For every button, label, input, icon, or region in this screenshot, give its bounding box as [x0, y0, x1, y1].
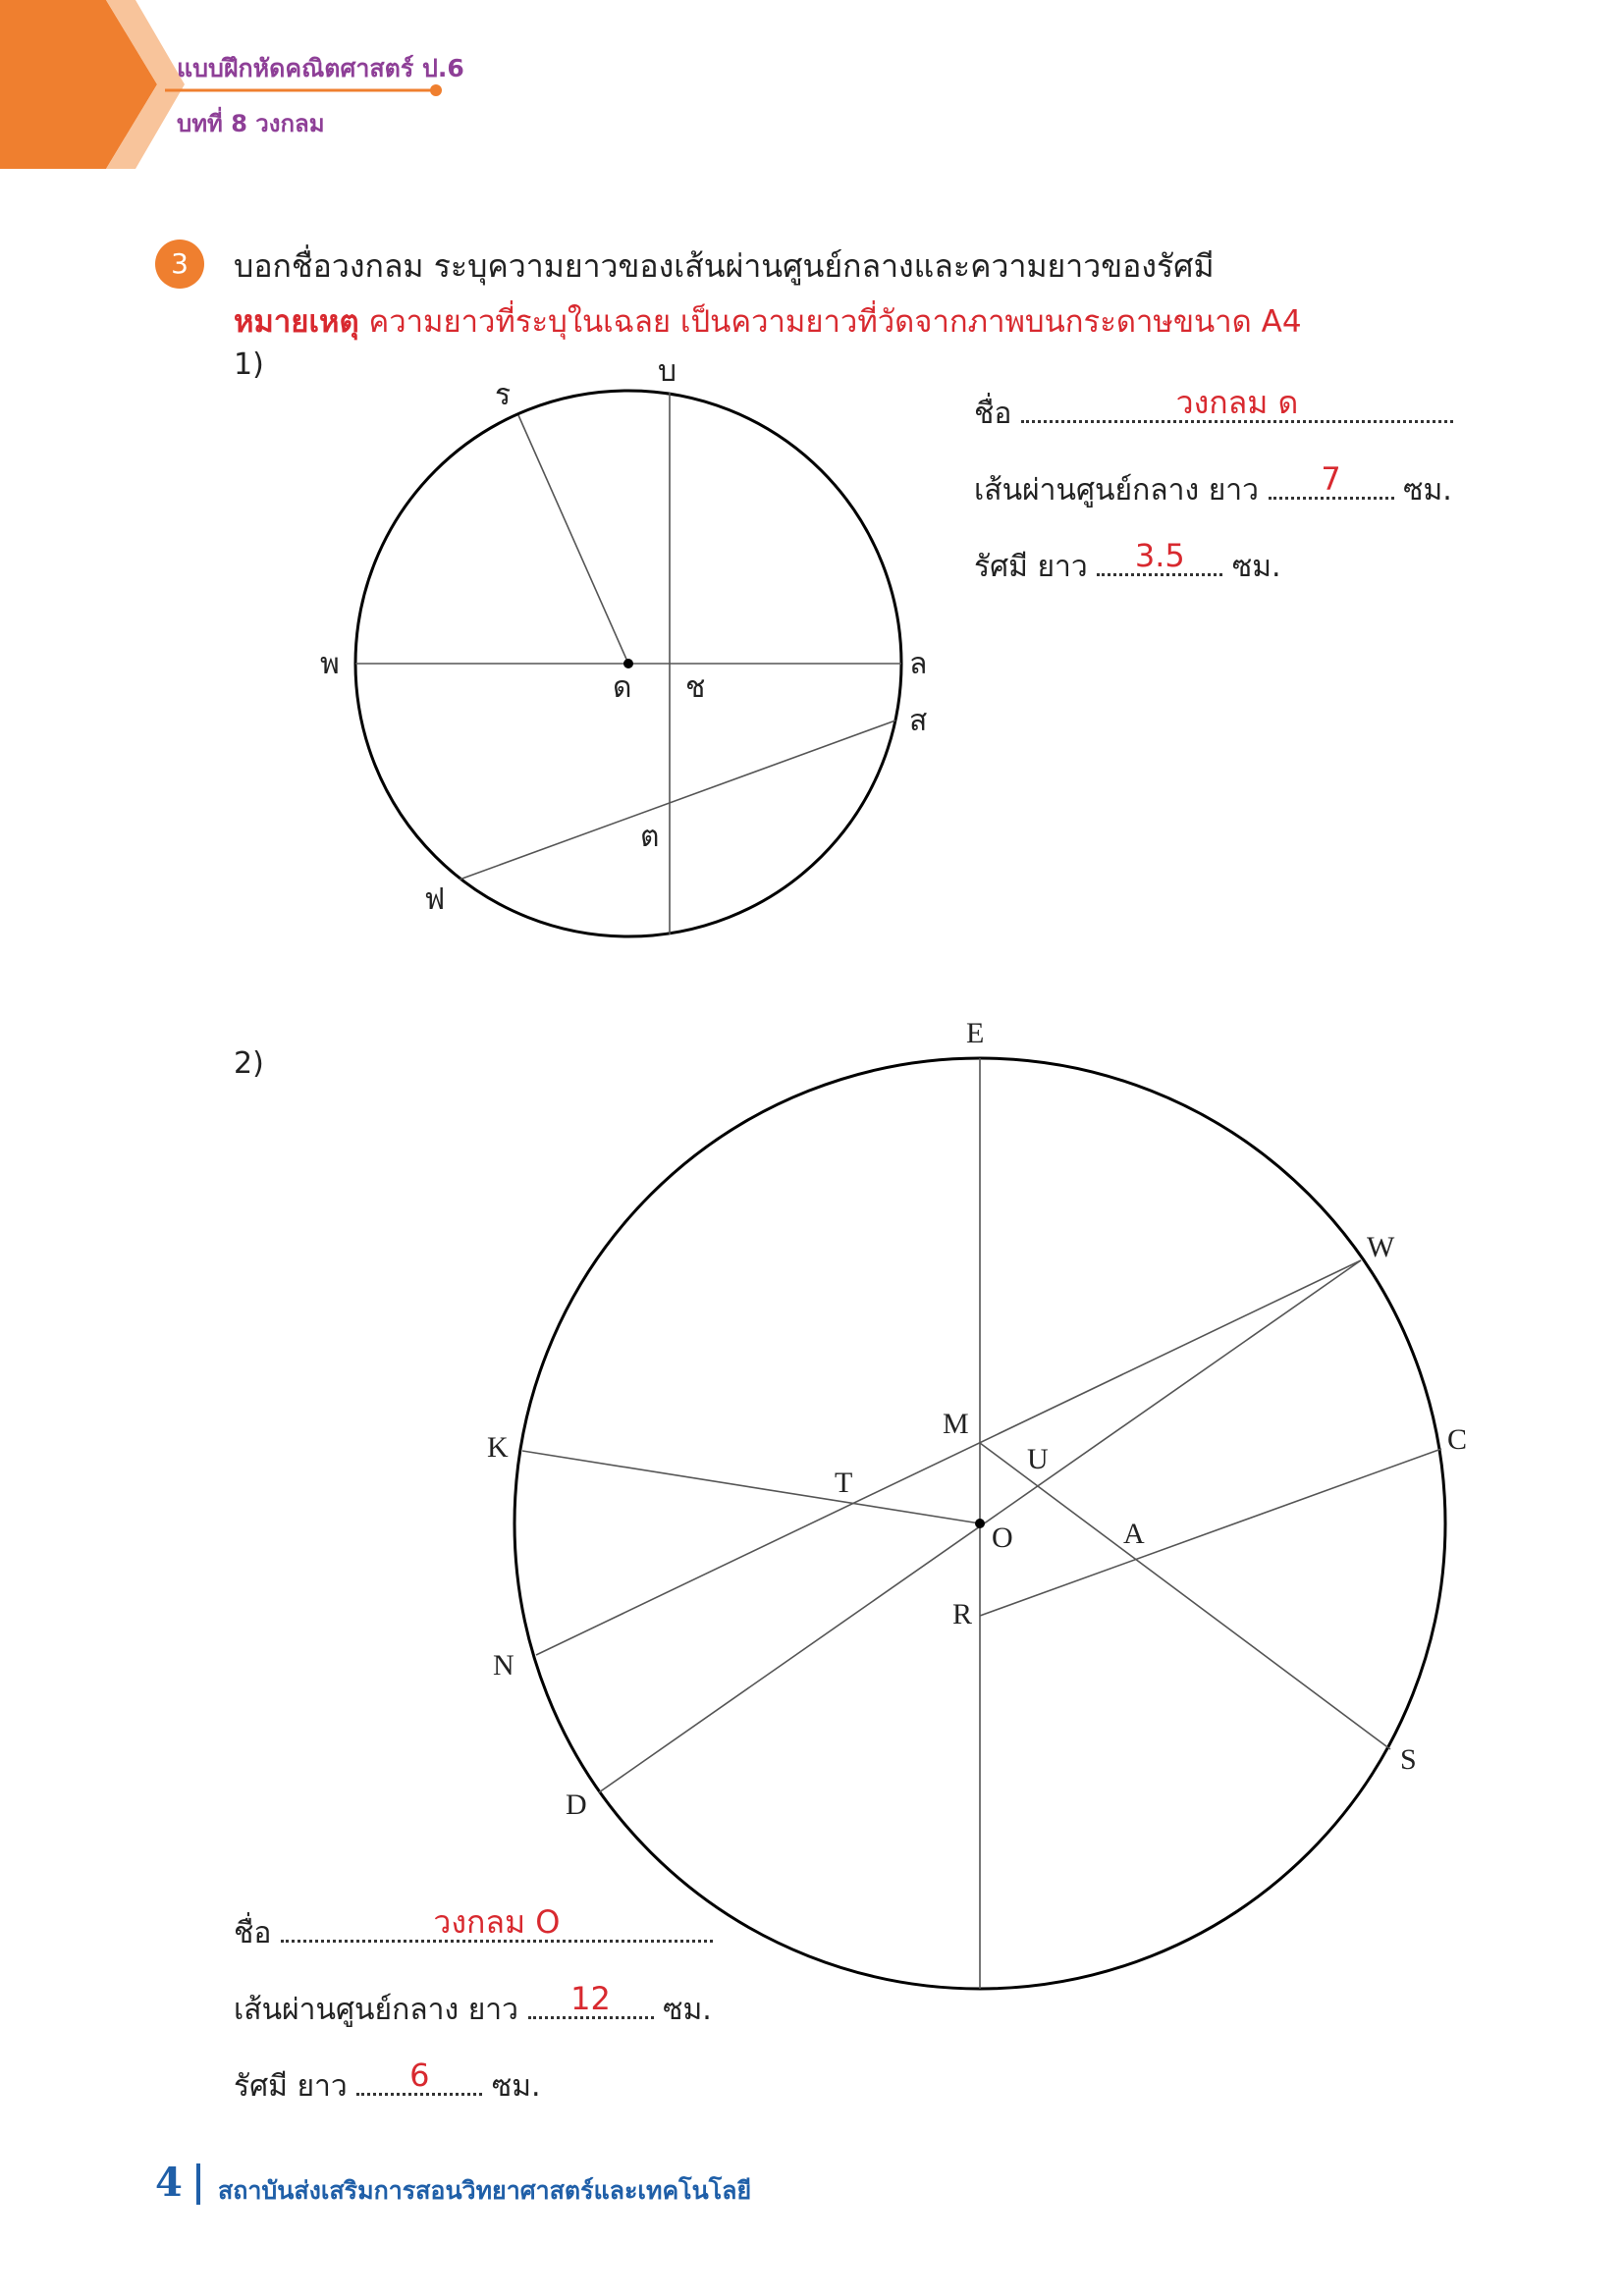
part2-radius-row: [234, 2056, 541, 2109]
page-number: 4: [155, 2160, 183, 2206]
label-O: O: [992, 1522, 1013, 1554]
part2-diameter-blank: [528, 1980, 654, 2019]
label-E: E: [966, 1017, 985, 1049]
part2-diameter-unit: ซม.: [663, 1993, 712, 2027]
label-R: R: [952, 1598, 973, 1630]
part1-radius-label: รัศมี ยาว: [974, 550, 1088, 584]
part2-name-label: ชื่อ: [234, 1916, 272, 1950]
chord-n-w: [536, 1260, 1361, 1655]
part1-number: 1): [234, 347, 264, 382]
radius-k-o: [522, 1451, 980, 1523]
part2-radius-unit: ซม.: [491, 2069, 541, 2104]
part2-radius-label: รัศมี ยาว: [234, 2069, 348, 2104]
part2-name-answer: วงกลม O: [433, 1903, 561, 1941]
footer-divider: [196, 2163, 200, 2205]
part1-radius-unit: ซม.: [1231, 550, 1281, 584]
label-W: W: [1367, 1231, 1395, 1263]
label-ph: พ: [320, 647, 340, 681]
chord-r-c: [980, 1449, 1441, 1616]
part1-diameter-answer: 7: [1321, 460, 1341, 498]
label-f: ฟ: [424, 882, 446, 917]
label-ch: ช: [685, 670, 706, 705]
label-D: D: [566, 1789, 587, 1821]
part2-name-row: [234, 1903, 713, 1956]
part1-diameter-unit: ซม.: [1403, 473, 1452, 507]
label-d: ด: [613, 670, 632, 705]
part2-number: 2): [234, 1046, 264, 1081]
header-title: แบบฝึกหัดคณิตศาสตร์ ป.6: [177, 54, 464, 82]
part1-radius-answer: 3.5: [1134, 537, 1185, 574]
note-text: ความยาวที่ระบุในเฉลย เป็นความยาวที่วัดจากภาพบนกระดาษขนาด A4: [368, 304, 1302, 340]
part2-radius-answer: 6: [409, 2056, 430, 2094]
part2-radius-blank: [356, 2056, 482, 2096]
note-label: หมายเหตุ: [234, 304, 359, 340]
label-N: N: [493, 1649, 514, 1682]
label-A: A: [1123, 1518, 1145, 1550]
label-r: ร: [495, 378, 512, 412]
label-S: S: [1400, 1743, 1417, 1776]
part1-name-answer: วงกลม ด: [1175, 384, 1299, 421]
label-t: ต: [640, 820, 660, 854]
part1-diameter-label: เส้นผ่านศูนย์กลาง ยาว: [974, 473, 1259, 507]
label-T: T: [835, 1467, 853, 1499]
center-point-o: [975, 1519, 985, 1528]
part2-name-blank: [281, 1903, 713, 1943]
question-text: บอกชื่อวงกลม ระบุความยาวของเส้นผ่านศูนย์กลางและความยาวของรัศมี: [234, 247, 1215, 285]
label-K: K: [487, 1431, 509, 1464]
label-l: ล: [909, 647, 928, 681]
question-number-badge: 3: [155, 240, 204, 289]
label-M: M: [943, 1408, 969, 1440]
header-subtitle: บทที่ 8 วงกลม: [177, 110, 325, 137]
label-U: U: [1027, 1443, 1049, 1475]
part2-diameter-label: เส้นผ่านศูนย์กลาง ยาว: [234, 1993, 518, 2027]
part2-diameter-answer: 12: [570, 1980, 611, 2017]
part2-diameter-row: [234, 1980, 712, 2033]
part1-name-label: ชื่อ: [974, 397, 1012, 431]
publisher-name: สถาบันส่งเสริมการสอนวิทยาศาสตร์และเทคโนโลยี: [218, 2176, 752, 2205]
label-b: บ: [658, 354, 677, 389]
label-s: ส: [909, 704, 928, 738]
label-C: C: [1447, 1423, 1468, 1456]
